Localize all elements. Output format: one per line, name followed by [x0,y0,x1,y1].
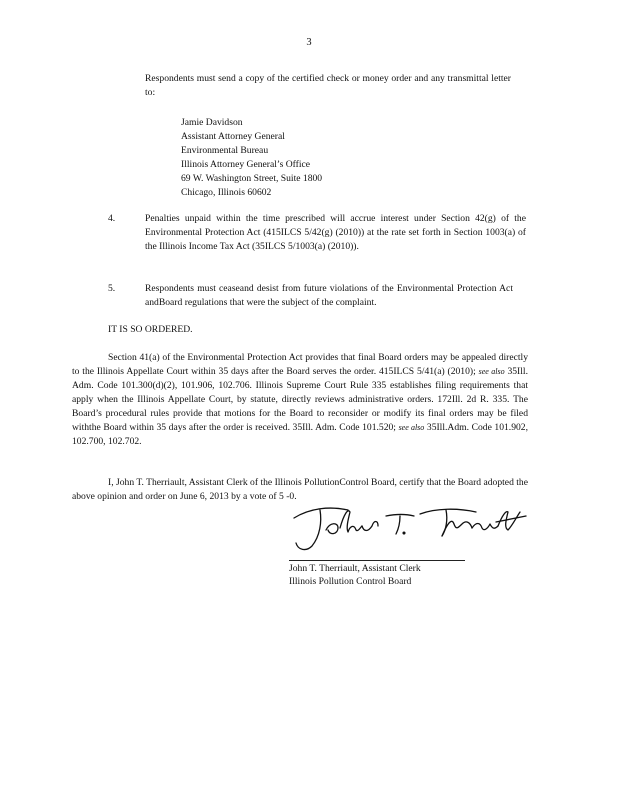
address-line: Assistant Attorney General [181,131,285,142]
page-number: 3 [306,37,312,48]
address-line: Jamie Davidson [181,117,243,128]
appeal-text: 35Ill.Adm. Code 101.902, 102.700, 102.702. [72,422,528,447]
address-line: Environmental Bureau [181,145,269,156]
address-line: Chicago, Illinois 60602 [181,187,272,198]
see-also-citation: see also [398,423,425,432]
item-number: 5. [108,283,116,294]
see-also-citation: see also [478,367,505,376]
handwritten-signature [290,496,530,556]
item-text: Penalties unpaid within the time prescribed will accrue interest under Section 42(g) of the Environmental Protection Act (415ILCS 5/42(g) (2010)) at the rate set forth in Section 1003(a) of the Illinois Income Tax Act (35ILCS 5/1003(a) (2010)). [145,213,526,252]
appeal-text: 35Ill. Adm. Code 101.300(d)(2), 101.906, 102.706. Illinois Supreme Court Rule 335 establishes filing requirements that apply when the Illinois Appellate Court, by statute, directly reviews administrative orders. 172Ill. 2d R. 335. The Board’s procedural rules provide that motions for the Board to reconsider or modify its final orders may be filed withthe Board within 35 days after the order is received. 35Ill. Adm. Code 101.520; [72,366,528,433]
signatory-organization: Illinois Pollution Control Board [289,576,412,587]
address-line: 69 W. Washington Street, Suite 1800 [181,173,323,184]
certification-paragraph: I, John T. Therriault, Assistant Clerk of the Illinois PollutionControl Board, certify that the Board adopted the above opinion and order on June 6, 2013 by a vote of 5 -0. [72,477,528,502]
address-line: Illinois Attorney General’s Office [181,159,311,170]
signatory-name: John T. Therriault, Assistant Clerk [289,563,421,574]
item-text: Respondents must ceaseand desist from future violations of the Environmental Protection Act andBoard regulations that were the subject of the complaint. [145,283,513,308]
signature-line [289,560,465,561]
signatory-block [289,562,421,588]
appeal-paragraph [72,351,528,449]
intro-paragraph: Respondents must send a copy of the certified check or money order and any transmittal letter to: [145,73,511,98]
appeal-text: Section 41(a) of the Environmental Protection Act provides that final Board orders may be appealed directly to the Illinois Appellate Court within 35 days after the Board serves the order. 415ILCS 5/41(a) (2010); [72,352,528,377]
item-number: 4. [108,213,116,224]
address-block [181,116,322,200]
order-statement: IT IS SO ORDERED. [108,324,193,335]
